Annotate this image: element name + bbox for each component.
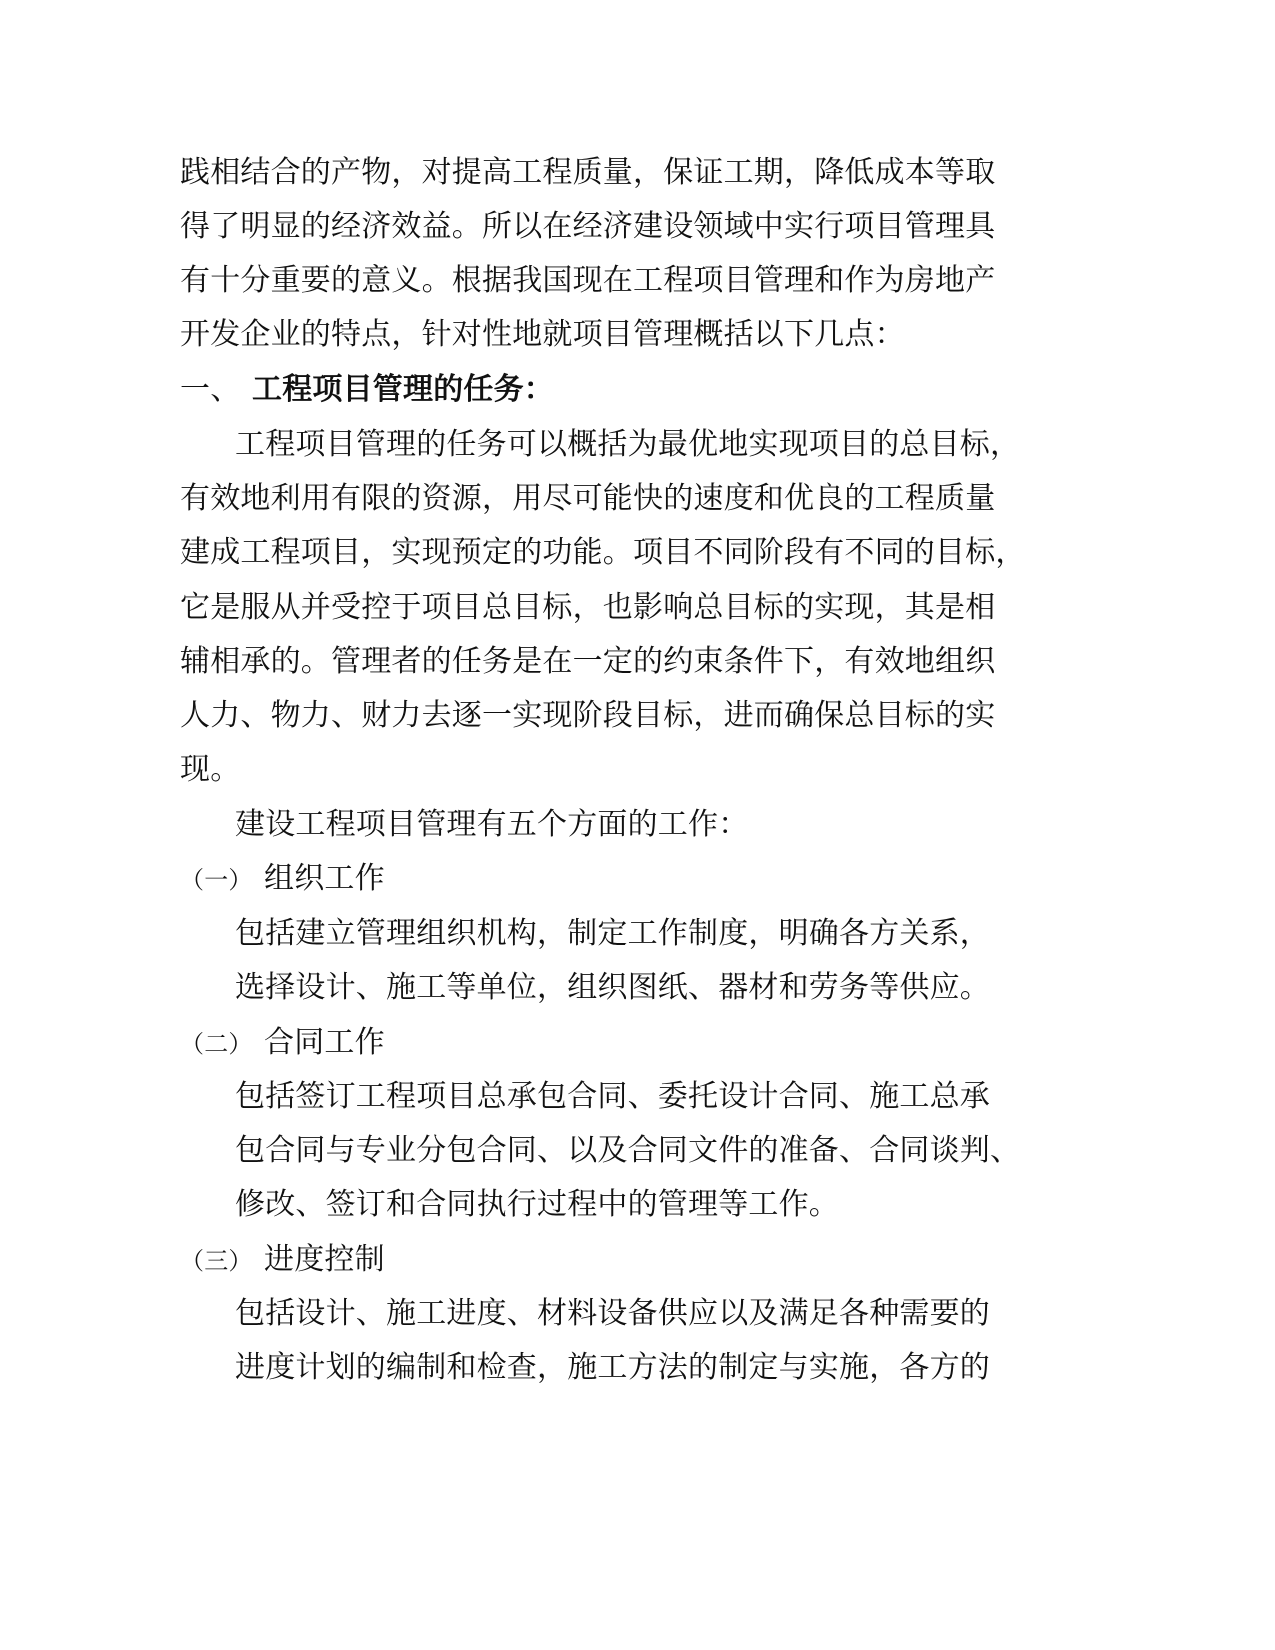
paragraph-line: 建设工程项目管理有五个方面的工作： bbox=[235, 807, 749, 842]
list-item-line: 包合同与专业分包合同、以及合同文件的准备、合同谈判、 bbox=[235, 1133, 1021, 1168]
list-item-marker: （二） bbox=[180, 1030, 253, 1058]
paragraph-line: 它是服从并受控于项目总目标，也影响总目标的实现，其是相 bbox=[180, 590, 996, 625]
list-item-line: 选择设计、施工等单位，组织图纸、器材和劳务等供应。 bbox=[235, 970, 990, 1005]
list-item-title: 进度控制 bbox=[264, 1242, 385, 1277]
list-item-title: 合同工作 bbox=[264, 1025, 385, 1060]
section-heading bbox=[180, 372, 554, 408]
paragraph-line: 践相结合的产物，对提高工程质量，保证工期，降低成本等取 bbox=[180, 155, 996, 190]
list-item-line: 进度计划的编制和检查，施工方法的制定与实施，各方的 bbox=[235, 1350, 990, 1385]
paragraph-line: 人力、物力、财力去逐一实现阶段目标，进而确保总目标的实 bbox=[180, 698, 996, 733]
list-item-marker: （三） bbox=[180, 1247, 253, 1275]
paragraph-line: 得了明显的经济效益。所以在经济建设领域中实行项目管理具 bbox=[180, 209, 996, 244]
section-title: 工程项目管理的任务： bbox=[252, 372, 554, 407]
list-item-line: 包括建立管理组织机构，制定工作制度，明确各方关系， bbox=[235, 916, 990, 951]
paragraph-line: 有效地利用有限的资源，用尽可能快的速度和优良的工程质量 bbox=[180, 481, 996, 516]
paragraph-line: 有十分重要的意义。根据我国现在工程项目管理和作为房地产 bbox=[180, 263, 996, 298]
paragraph-line: 开发企业的特点，针对性地就项目管理概括以下几点： bbox=[180, 317, 905, 352]
list-item-line: 包括签订工程项目总承包合同、委托设计合同、施工总承 bbox=[235, 1079, 990, 1114]
paragraph-line: 现。 bbox=[180, 752, 241, 787]
list-item-heading bbox=[180, 1025, 385, 1062]
section-number: 一、 bbox=[180, 372, 241, 407]
paragraph-line: 辅相承的。管理者的任务是在一定的约束条件下，有效地组织 bbox=[180, 644, 996, 679]
list-item-title: 组织工作 bbox=[264, 861, 385, 896]
list-item-line: 修改、签订和合同执行过程中的管理等工作。 bbox=[235, 1187, 839, 1222]
list-item-heading bbox=[180, 1242, 385, 1279]
list-item-heading bbox=[180, 861, 385, 898]
list-item-line: 包括设计、施工进度、材料设备供应以及满足各种需要的 bbox=[235, 1296, 990, 1331]
list-item-marker: （一） bbox=[180, 866, 253, 894]
paragraph-line: 工程项目管理的任务可以概括为最优地实现项目的总目标， bbox=[235, 427, 1021, 462]
paragraph-line: 建成工程项目，实现预定的功能。项目不同阶段有不同的目标， bbox=[180, 535, 1026, 570]
